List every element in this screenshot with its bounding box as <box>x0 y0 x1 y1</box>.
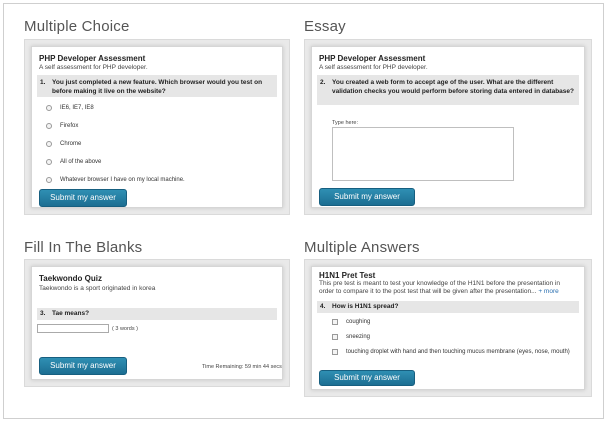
multiple-choice-card <box>31 46 283 208</box>
submit-answer-button[interactable]: Submit my answer <box>39 357 127 375</box>
question-text: Tae means? <box>52 310 90 317</box>
option-chrome[interactable] <box>46 141 81 147</box>
radio-icon[interactable] <box>46 123 52 129</box>
answer-input[interactable] <box>37 324 109 333</box>
question-bar <box>317 75 579 105</box>
option-label: sneezing <box>346 334 371 340</box>
question-number: 3. <box>40 310 46 317</box>
checkbox-icon[interactable] <box>332 349 338 355</box>
essay-heading: Essay <box>304 18 346 35</box>
question-text: How is H1N1 spread? <box>332 303 399 310</box>
option-touching[interactable] <box>332 348 578 356</box>
question-number: 1. <box>40 79 46 86</box>
time-remaining: Time Remaining: 59 min 44 secs <box>202 364 282 370</box>
question-bar <box>37 308 277 320</box>
radio-icon[interactable] <box>46 141 52 147</box>
option-label: Chrome <box>60 141 82 147</box>
card-subtitle: A self assessment for PHP developer. <box>39 64 148 71</box>
option-label: Firefox <box>60 123 79 129</box>
option-label: IE6, IE7, IE8 <box>60 105 94 111</box>
question-text: You just completed a new feature. Which browser would you test on before making it live on the website? <box>52 79 263 95</box>
option-label: coughing <box>346 319 371 325</box>
essay-textarea[interactable] <box>332 127 514 181</box>
question-bar <box>317 301 579 313</box>
multiple-answers-card <box>311 266 585 390</box>
card-description <box>319 280 576 296</box>
option-all[interactable] <box>46 159 101 165</box>
card-title: H1N1 Pret Test <box>319 271 376 280</box>
question-text: You created a web form to accept age of the user. What are the different validation checks you would perform before storing data entered in database? <box>332 79 574 95</box>
fill-blanks-card <box>31 266 283 380</box>
option-ie[interactable] <box>46 105 94 111</box>
card-title: Taekwondo Quiz <box>39 274 102 283</box>
checkbox-icon[interactable] <box>332 319 338 325</box>
radio-icon[interactable] <box>46 177 52 183</box>
radio-icon[interactable] <box>46 159 52 165</box>
card-subtitle: Taekwondo is a sport originated in korea <box>39 285 156 292</box>
fill-blanks-heading: Fill In The Blanks <box>24 239 143 256</box>
question-number: 2. <box>320 79 326 86</box>
option-label: touching droplet with hand and then touching mucus membrane (eyes, nose, mouth) <box>346 349 570 355</box>
submit-answer-button[interactable]: Submit my answer <box>39 189 127 207</box>
essay-panel <box>304 39 592 215</box>
option-label: Whatever browser I have on my local machine. <box>60 177 185 183</box>
fill-blanks-panel <box>24 259 290 387</box>
essay-card <box>311 46 585 208</box>
multiple-choice-heading: Multiple Choice <box>24 18 130 35</box>
submit-answer-button[interactable]: Submit my answer <box>319 370 415 386</box>
option-sneezing[interactable] <box>332 334 370 340</box>
more-link[interactable]: + more <box>538 288 559 295</box>
question-bar <box>37 75 277 97</box>
radio-icon[interactable] <box>46 105 52 111</box>
multiple-choice-panel <box>24 39 290 215</box>
question-number: 4. <box>320 303 326 310</box>
option-firefox[interactable] <box>46 123 78 129</box>
card-title: PHP Developer Assessment <box>319 54 426 63</box>
card-title: PHP Developer Assessment <box>39 54 146 63</box>
option-coughing[interactable] <box>332 319 370 325</box>
multiple-answers-heading: Multiple Answers <box>304 239 420 256</box>
option-local[interactable] <box>46 177 185 183</box>
description-text: This pre test is meant to test your knowledge of the H1N1 before the presentation in order to compare it to the post test that will be given after the presentation... <box>319 280 560 295</box>
word-count: ( 3 words ) <box>112 326 138 332</box>
submit-answer-button[interactable]: Submit my answer <box>319 188 415 206</box>
option-label: All of the above <box>60 159 102 165</box>
card-subtitle: A self assessment for PHP developer. <box>319 64 428 71</box>
type-here-label: Type here: <box>332 120 358 126</box>
multiple-answers-panel <box>304 259 592 397</box>
checkbox-icon[interactable] <box>332 334 338 340</box>
